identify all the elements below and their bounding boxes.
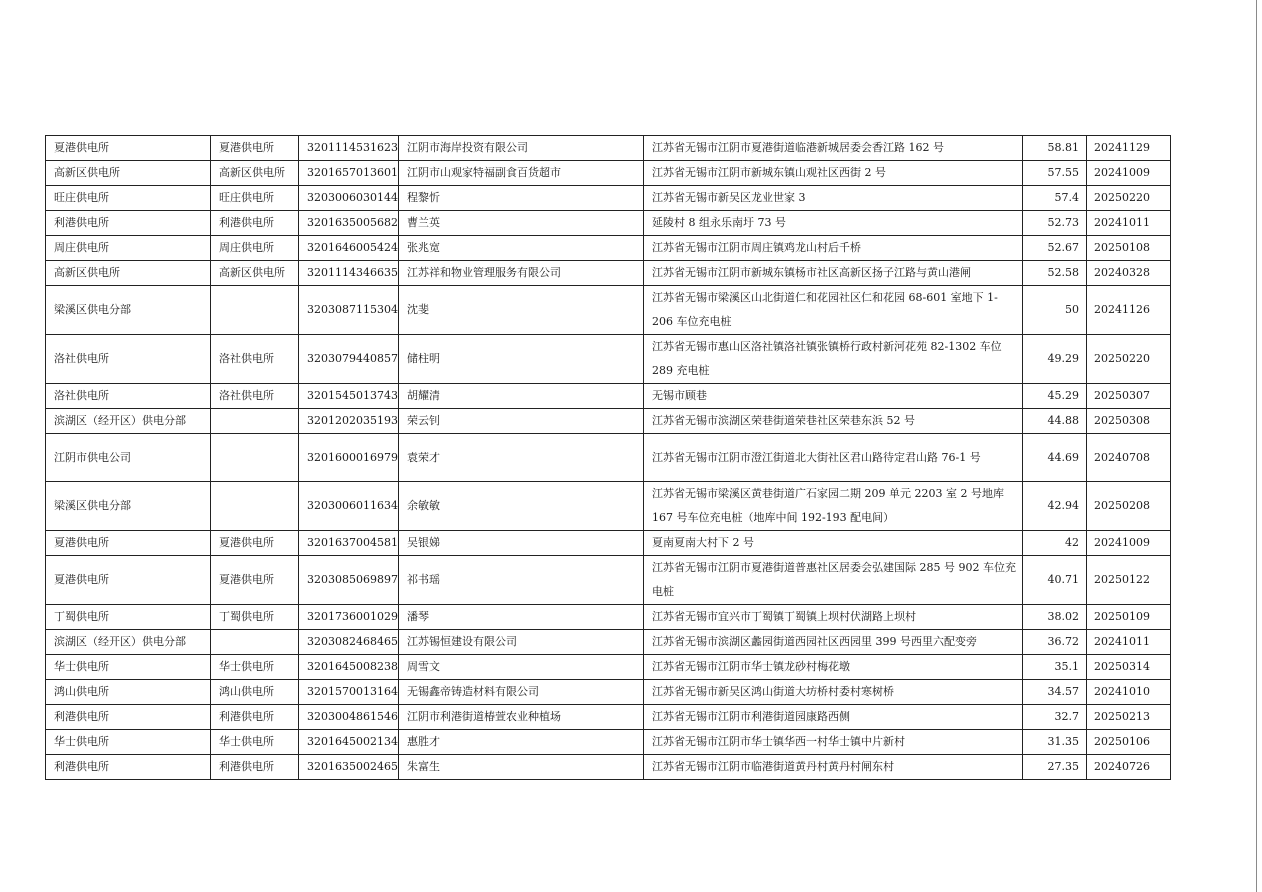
cell-customer-name: 储柱明 — [398, 335, 643, 384]
table-row — [46, 482, 1171, 531]
cell-customer-name: 江阴市海岸投资有限公司 — [398, 136, 643, 161]
cell-date: 20250213 — [1086, 705, 1170, 730]
cell-customer-name: 江阴市山观家特福副食百货超市 — [398, 161, 643, 186]
cell-customer-name: 周雪文 — [398, 655, 643, 680]
cell-customer-name: 朱富生 — [398, 755, 643, 780]
cell-supply-station: 鸿山供电所 — [211, 680, 299, 705]
cell-address: 江苏省无锡市宜兴市丁蜀镇丁蜀镇上坝村伏湖路上坝村 — [643, 605, 1022, 630]
cell-account-number: 3201637004581 — [299, 531, 399, 556]
cell-supply-station: 洛社供电所 — [211, 335, 299, 384]
cell-amount: 52.58 — [1022, 261, 1086, 286]
cell-customer-name: 吴银娣 — [398, 531, 643, 556]
cell-address: 江苏省无锡市滨湖区蠡园街道西园社区西园里 399 号西里六配变旁 — [643, 630, 1022, 655]
cell-supply-unit: 高新区供电所 — [46, 161, 211, 186]
cell-amount: 27.35 — [1022, 755, 1086, 780]
cell-address: 无锡市顾巷 — [643, 384, 1022, 409]
cell-supply-station: 夏港供电所 — [211, 136, 299, 161]
cell-customer-name: 沈斐 — [398, 286, 643, 335]
cell-supply-station — [211, 482, 299, 531]
cell-supply-unit: 夏港供电所 — [46, 136, 211, 161]
cell-amount: 42.94 — [1022, 482, 1086, 531]
cell-address: 延陵村 8 组永乐南圩 73 号 — [643, 211, 1022, 236]
cell-customer-name: 曹兰英 — [398, 211, 643, 236]
cell-date: 20250106 — [1086, 730, 1170, 755]
table-row — [46, 211, 1171, 236]
cell-date: 20250108 — [1086, 236, 1170, 261]
cell-amount: 36.72 — [1022, 630, 1086, 655]
cell-supply-unit: 梁溪区供电分部 — [46, 286, 211, 335]
cell-account-number: 3203004861546 — [299, 705, 399, 730]
cell-date: 20241129 — [1086, 136, 1170, 161]
cell-account-number: 3203079440857 — [299, 335, 399, 384]
cell-date: 20241009 — [1086, 161, 1170, 186]
cell-date: 20250220 — [1086, 186, 1170, 211]
cell-address: 江苏省无锡市江阴市新城东镇杨市社区高新区扬子江路与黄山港闸 — [643, 261, 1022, 286]
cell-account-number: 3201635005682 — [299, 211, 399, 236]
table-row — [46, 236, 1171, 261]
cell-supply-unit: 高新区供电所 — [46, 261, 211, 286]
cell-amount: 52.73 — [1022, 211, 1086, 236]
cell-customer-name: 江苏锡恒建设有限公司 — [398, 630, 643, 655]
cell-address: 江苏省无锡市梁溪区山北街道仁和花园社区仁和花园 68-601 室地下 1-206 车位充电桩 — [643, 286, 1022, 335]
cell-supply-station: 夏港供电所 — [211, 556, 299, 605]
cell-supply-unit: 江阴市供电公司 — [46, 434, 211, 482]
cell-supply-unit: 丁蜀供电所 — [46, 605, 211, 630]
table-row — [46, 136, 1171, 161]
cell-customer-name: 张兆宽 — [398, 236, 643, 261]
cell-supply-station — [211, 434, 299, 482]
cell-supply-station — [211, 286, 299, 335]
cell-customer-name: 潘琴 — [398, 605, 643, 630]
cell-address: 江苏省无锡市惠山区洛社镇洛社镇张镇桥行政村新河花苑 82-1302 车位 289 充电桩 — [643, 335, 1022, 384]
table-row — [46, 286, 1171, 335]
table-row — [46, 630, 1171, 655]
cell-address: 江苏省无锡市江阴市周庄镇鸡龙山村后千桥 — [643, 236, 1022, 261]
cell-account-number: 3201646005424 — [299, 236, 399, 261]
cell-address: 江苏省无锡市滨湖区荣巷街道荣巷社区荣巷东浜 52 号 — [643, 409, 1022, 434]
cell-supply-unit: 洛社供电所 — [46, 384, 211, 409]
cell-address: 江苏省无锡市新吴区鸿山街道大坊桥村委村寒树桥 — [643, 680, 1022, 705]
cell-date: 20250314 — [1086, 655, 1170, 680]
cell-amount: 31.35 — [1022, 730, 1086, 755]
table-row — [46, 384, 1171, 409]
table-row — [46, 556, 1171, 605]
cell-supply-unit: 夏港供电所 — [46, 531, 211, 556]
table-row — [46, 655, 1171, 680]
cell-account-number: 3201570013164 — [299, 680, 399, 705]
cell-account-number: 3201114531623 — [299, 136, 399, 161]
cell-supply-station: 利港供电所 — [211, 211, 299, 236]
cell-amount: 50 — [1022, 286, 1086, 335]
cell-customer-name: 惠胜才 — [398, 730, 643, 755]
cell-account-number: 3201114346635 — [299, 261, 399, 286]
cell-supply-unit: 华士供电所 — [46, 730, 211, 755]
table-row — [46, 186, 1171, 211]
table-row — [46, 730, 1171, 755]
table-row — [46, 531, 1171, 556]
table-row — [46, 755, 1171, 780]
cell-account-number: 3201600016979 — [299, 434, 399, 482]
cell-customer-name: 江阴市利港街道椿萱农业种植场 — [398, 705, 643, 730]
cell-date: 20250208 — [1086, 482, 1170, 531]
cell-address: 江苏省无锡市江阴市夏港街道临港新城居委会香江路 162 号 — [643, 136, 1022, 161]
cell-supply-unit: 梁溪区供电分部 — [46, 482, 211, 531]
cell-supply-unit: 滨湖区（经开区）供电分部 — [46, 630, 211, 655]
cell-amount: 38.02 — [1022, 605, 1086, 630]
cell-amount: 32.7 — [1022, 705, 1086, 730]
cell-address: 江苏省无锡市江阴市澄江街道北大街社区君山路待定君山路 76-1 号 — [643, 434, 1022, 482]
data-table — [45, 135, 1171, 780]
cell-supply-unit: 滨湖区（经开区）供电分部 — [46, 409, 211, 434]
cell-supply-station: 利港供电所 — [211, 705, 299, 730]
cell-supply-unit: 利港供电所 — [46, 755, 211, 780]
cell-date: 20240726 — [1086, 755, 1170, 780]
cell-supply-unit: 周庄供电所 — [46, 236, 211, 261]
cell-amount: 40.71 — [1022, 556, 1086, 605]
cell-customer-name: 荣云钊 — [398, 409, 643, 434]
cell-date: 20241010 — [1086, 680, 1170, 705]
cell-amount: 34.57 — [1022, 680, 1086, 705]
cell-date: 20250307 — [1086, 384, 1170, 409]
cell-account-number: 3201635002465 — [299, 755, 399, 780]
cell-account-number: 3203006011634 — [299, 482, 399, 531]
cell-supply-unit: 华士供电所 — [46, 655, 211, 680]
cell-amount: 44.88 — [1022, 409, 1086, 434]
cell-supply-station — [211, 630, 299, 655]
cell-amount: 45.29 — [1022, 384, 1086, 409]
cell-date: 20250308 — [1086, 409, 1170, 434]
cell-customer-name: 程黎忻 — [398, 186, 643, 211]
table-row — [46, 434, 1171, 482]
cell-address: 江苏省无锡市江阴市临港街道黄丹村黄丹村闸东村 — [643, 755, 1022, 780]
cell-account-number: 3201202035193 — [299, 409, 399, 434]
cell-date: 20241011 — [1086, 211, 1170, 236]
cell-address: 江苏省无锡市江阴市夏港街道普惠社区居委会弘建国际 285 号 902 车位充电桩 — [643, 556, 1022, 605]
cell-supply-station: 丁蜀供电所 — [211, 605, 299, 630]
cell-date: 20250122 — [1086, 556, 1170, 605]
cell-account-number: 3203085069897 — [299, 556, 399, 605]
cell-account-number: 3201736001029 — [299, 605, 399, 630]
cell-account-number: 3203006030144 — [299, 186, 399, 211]
table-row — [46, 409, 1171, 434]
table-row — [46, 705, 1171, 730]
cell-address: 夏南夏南大村下 2 号 — [643, 531, 1022, 556]
cell-date: 20250109 — [1086, 605, 1170, 630]
cell-amount: 35.1 — [1022, 655, 1086, 680]
cell-supply-station: 华士供电所 — [211, 655, 299, 680]
cell-customer-name: 无锡鑫帝铸造材料有限公司 — [398, 680, 643, 705]
cell-customer-name: 胡耀清 — [398, 384, 643, 409]
cell-customer-name: 余敏敏 — [398, 482, 643, 531]
cell-date: 20241126 — [1086, 286, 1170, 335]
table-row — [46, 680, 1171, 705]
cell-supply-unit: 利港供电所 — [46, 705, 211, 730]
table-row — [46, 161, 1171, 186]
cell-customer-name: 江苏祥和物业管理服务有限公司 — [398, 261, 643, 286]
cell-supply-station: 夏港供电所 — [211, 531, 299, 556]
cell-supply-station: 华士供电所 — [211, 730, 299, 755]
cell-supply-unit: 利港供电所 — [46, 211, 211, 236]
cell-account-number: 3201645008238 — [299, 655, 399, 680]
cell-customer-name: 祁书瑶 — [398, 556, 643, 605]
cell-date: 20250220 — [1086, 335, 1170, 384]
page-edge — [1256, 0, 1257, 892]
cell-amount: 42 — [1022, 531, 1086, 556]
cell-address: 江苏省无锡市江阴市新城东镇山观社区西街 2 号 — [643, 161, 1022, 186]
cell-address: 江苏省无锡市梁溪区黄巷街道广石家园二期 209 单元 2203 室 2 号地库 167 号车位充电桩（地库中间 192-193 配电间） — [643, 482, 1022, 531]
cell-supply-station: 高新区供电所 — [211, 261, 299, 286]
cell-date: 20241009 — [1086, 531, 1170, 556]
cell-account-number: 3201645002134 — [299, 730, 399, 755]
cell-address: 江苏省无锡市江阴市华士镇华西一村华士镇中片新村 — [643, 730, 1022, 755]
table-row — [46, 335, 1171, 384]
cell-supply-unit: 夏港供电所 — [46, 556, 211, 605]
cell-date: 20241011 — [1086, 630, 1170, 655]
cell-amount: 58.81 — [1022, 136, 1086, 161]
cell-date: 20240708 — [1086, 434, 1170, 482]
cell-supply-station — [211, 409, 299, 434]
cell-supply-station: 洛社供电所 — [211, 384, 299, 409]
cell-amount: 57.55 — [1022, 161, 1086, 186]
cell-supply-unit: 旺庄供电所 — [46, 186, 211, 211]
cell-account-number: 3201657013601 — [299, 161, 399, 186]
table-body — [46, 136, 1171, 780]
cell-supply-station: 利港供电所 — [211, 755, 299, 780]
cell-account-number: 3201545013743 — [299, 384, 399, 409]
cell-account-number: 3203082468465 — [299, 630, 399, 655]
table-row — [46, 261, 1171, 286]
cell-account-number: 3203087115304 — [299, 286, 399, 335]
cell-amount: 52.67 — [1022, 236, 1086, 261]
cell-supply-unit: 洛社供电所 — [46, 335, 211, 384]
table-row — [46, 605, 1171, 630]
cell-address: 江苏省无锡市新吴区龙业世家 3 — [643, 186, 1022, 211]
cell-address: 江苏省无锡市江阴市华士镇龙砂村梅花墩 — [643, 655, 1022, 680]
cell-supply-station: 周庄供电所 — [211, 236, 299, 261]
cell-address: 江苏省无锡市江阴市利港街道园康路西侧 — [643, 705, 1022, 730]
cell-amount: 44.69 — [1022, 434, 1086, 482]
cell-date: 20240328 — [1086, 261, 1170, 286]
cell-supply-unit: 鸿山供电所 — [46, 680, 211, 705]
cell-amount: 49.29 — [1022, 335, 1086, 384]
cell-supply-station: 高新区供电所 — [211, 161, 299, 186]
cell-amount: 57.4 — [1022, 186, 1086, 211]
cell-supply-station: 旺庄供电所 — [211, 186, 299, 211]
cell-customer-name: 袁荣才 — [398, 434, 643, 482]
